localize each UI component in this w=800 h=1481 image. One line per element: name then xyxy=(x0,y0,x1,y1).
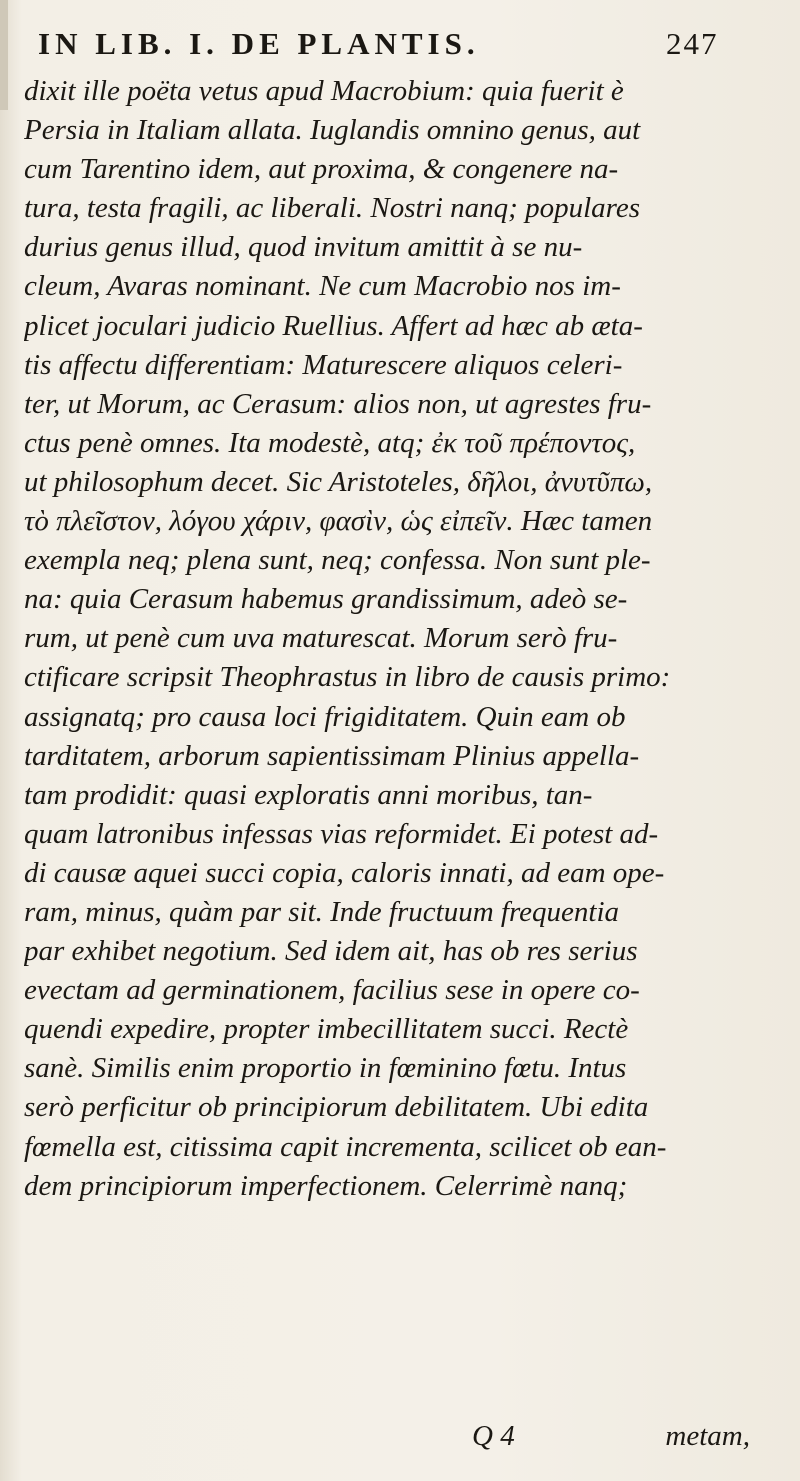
text-line: evectam ad germinationem, facilius sese in opere co- xyxy=(24,974,640,1007)
text-line: quendi expedire, propter imbecillitatem succi. Rectè xyxy=(24,1013,629,1046)
catchword: metam, xyxy=(665,1420,750,1452)
text-line: rum, ut penè cum uva maturescat. Morum serò fru- xyxy=(24,622,618,655)
text-line: ut philosophum decet. Sic Aristoteles, δῆλοι, ἀνυτῦπω, xyxy=(24,465,653,498)
text-line: dixit ille poëta vetus apud Macrobium: quia fuerit è xyxy=(24,75,624,107)
body-text xyxy=(24,72,784,1206)
page-header xyxy=(38,18,768,66)
text-line: ctus penè omnes. Ita modestè, atq; ἐκ τοῦ πρέποντος, xyxy=(24,426,636,459)
text-line: Persia in Italiam allata. Iuglandis omnino genus, aut xyxy=(24,114,641,147)
text-line: durius genus illud, quod invitum amittit à se nu- xyxy=(24,231,583,264)
page-edge xyxy=(0,0,8,110)
text-line: assignatq; pro causa loci frigiditatem. Quin eam ob xyxy=(24,700,626,733)
text-line: ctificare scripsit Theophrastus in libro de causis primo: xyxy=(24,661,671,694)
text-line: ram, minus, quàm par sit. Inde fructuum frequentia xyxy=(24,895,620,928)
text-line: di causæ aquei succi copia, caloris innati, ad eam ope- xyxy=(24,856,665,889)
text-line: tam prodidit: quasi exploratis anni moribus, tan- xyxy=(24,778,593,811)
text-line: tarditatem, arborum sapientissimam Plinius appella- xyxy=(24,739,640,772)
text-line: quam latronibus infessas vias reformidet. Ei potest ad- xyxy=(24,817,659,850)
page-footer xyxy=(24,1420,784,1460)
text-line: plicet joculari judicio Ruellius. Affert ad hæc ab æta- xyxy=(24,309,643,342)
text-line: dem principiorum imperfectionem. Celerrimè nanq; xyxy=(24,1169,628,1202)
text-line: cleum, Avaras nominant. Ne cum Macrobio nos im- xyxy=(24,270,621,303)
text-line: serò perficitur ob principiorum debilitatem. Ubi edita xyxy=(24,1091,649,1124)
page-number: 247 xyxy=(666,26,719,61)
text-line: sanè. Similis enim proportio in fœminino fœtu. Intus xyxy=(24,1052,627,1085)
text-line: cum Tarentino idem, aut proxima, & congenere na- xyxy=(24,153,619,186)
text-line: fœmella est, citissima capit incrementa, scilicet ob ean- xyxy=(24,1130,667,1163)
signature-mark: Q 4 xyxy=(472,1420,515,1452)
text-line: par exhibet negotium. Sed idem ait, has ob res serius xyxy=(24,935,638,968)
text-line: tis affectu differentiam: Maturescere aliquos celeri- xyxy=(24,348,623,381)
text-line: exempla neq; plena sunt, neq; confessa. Non sunt ple- xyxy=(24,544,651,577)
text-line: tura, testa fragili, ac liberali. Nostri nanq; populares xyxy=(24,192,640,225)
text-line: na: quia Cerasum habemus grandissimum, adeò se- xyxy=(24,583,628,616)
running-title: IN LIB. I. DE PLANTIS. xyxy=(38,26,480,61)
text-line: τὸ πλεῖστον, λόγου χάριν, φασὶν, ὡς εἰπεῖν. Hæc tamen xyxy=(24,505,653,538)
text-line: ter, ut Morum, ac Cerasum: alios non, ut agrestes fru- xyxy=(24,387,652,420)
